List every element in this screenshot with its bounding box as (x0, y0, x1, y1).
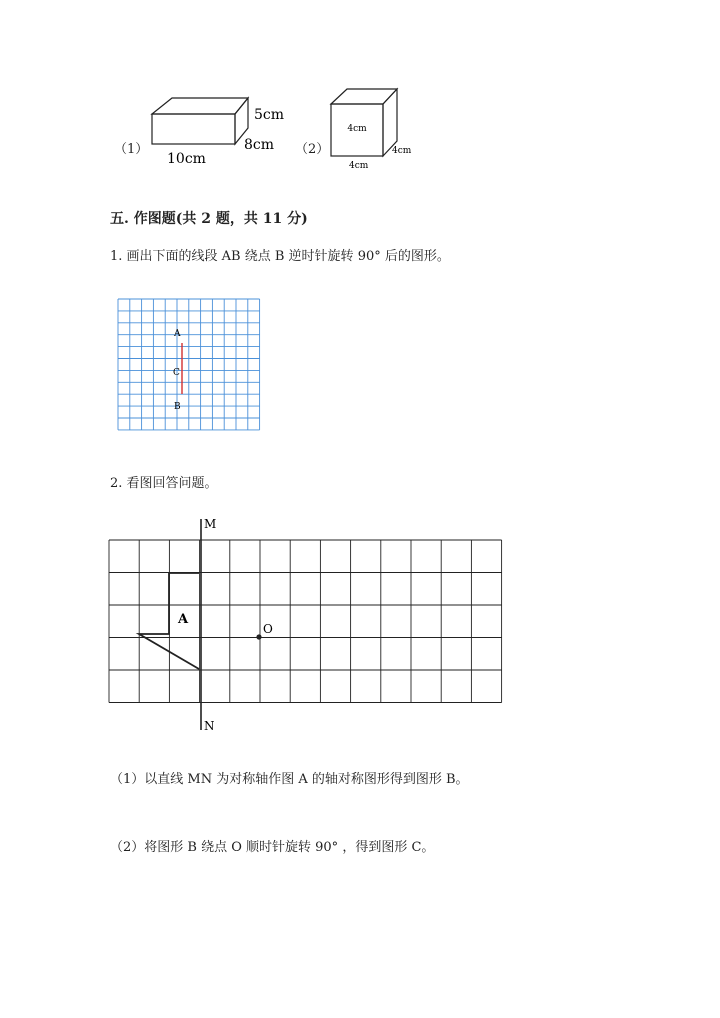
point-a-label: A (174, 329, 181, 339)
cube-front-label: 4cm (347, 124, 367, 134)
grid-lines (118, 299, 260, 430)
question-2-text: 2. 看图回答问题。 (110, 476, 218, 491)
question-1-text: 1. 画出下面的线段 AB 绕点 B 逆时针旋转 90° 后的图形。 (110, 249, 450, 264)
cuboid-top-face (152, 98, 248, 114)
cuboid-depth-label: 8cm (244, 137, 275, 153)
cube-bottom-label: 4cm (349, 161, 369, 171)
cuboid-figure (145, 92, 285, 168)
point-o-label: O (263, 622, 273, 636)
point-n-label: N (204, 719, 215, 733)
section-title: 五. 作图题(共 2 题，共 11 分) (110, 211, 308, 227)
point-b-label: B (174, 402, 181, 412)
cube-side-label: 4cm (392, 146, 412, 156)
grid-lines (109, 540, 502, 703)
point-o (256, 634, 261, 639)
point-c-label: C (173, 368, 180, 378)
cube-figure (325, 84, 415, 176)
cuboid-front-face (152, 114, 235, 144)
cube-top-face (331, 89, 397, 104)
point-m-label: M (204, 517, 217, 531)
cuboid-width-label: 10cm (167, 151, 206, 167)
figure-2-label: （2） (295, 142, 330, 157)
question-2-sub-2: （2）将图形 B 绕点 O 顺时针旋转 90° ，得到图形 C。 (110, 840, 435, 855)
cuboid-height-label: 5cm (254, 107, 285, 123)
figure-1-label: （1） (114, 142, 149, 157)
question-2-sub-1: （1）以直线 MN 为对称轴作图 A 的轴对称图形得到图形 B。 (110, 772, 469, 787)
shape-a-label: A (178, 612, 189, 627)
question-1-grid (115, 296, 263, 434)
question-2-grid (100, 512, 510, 737)
